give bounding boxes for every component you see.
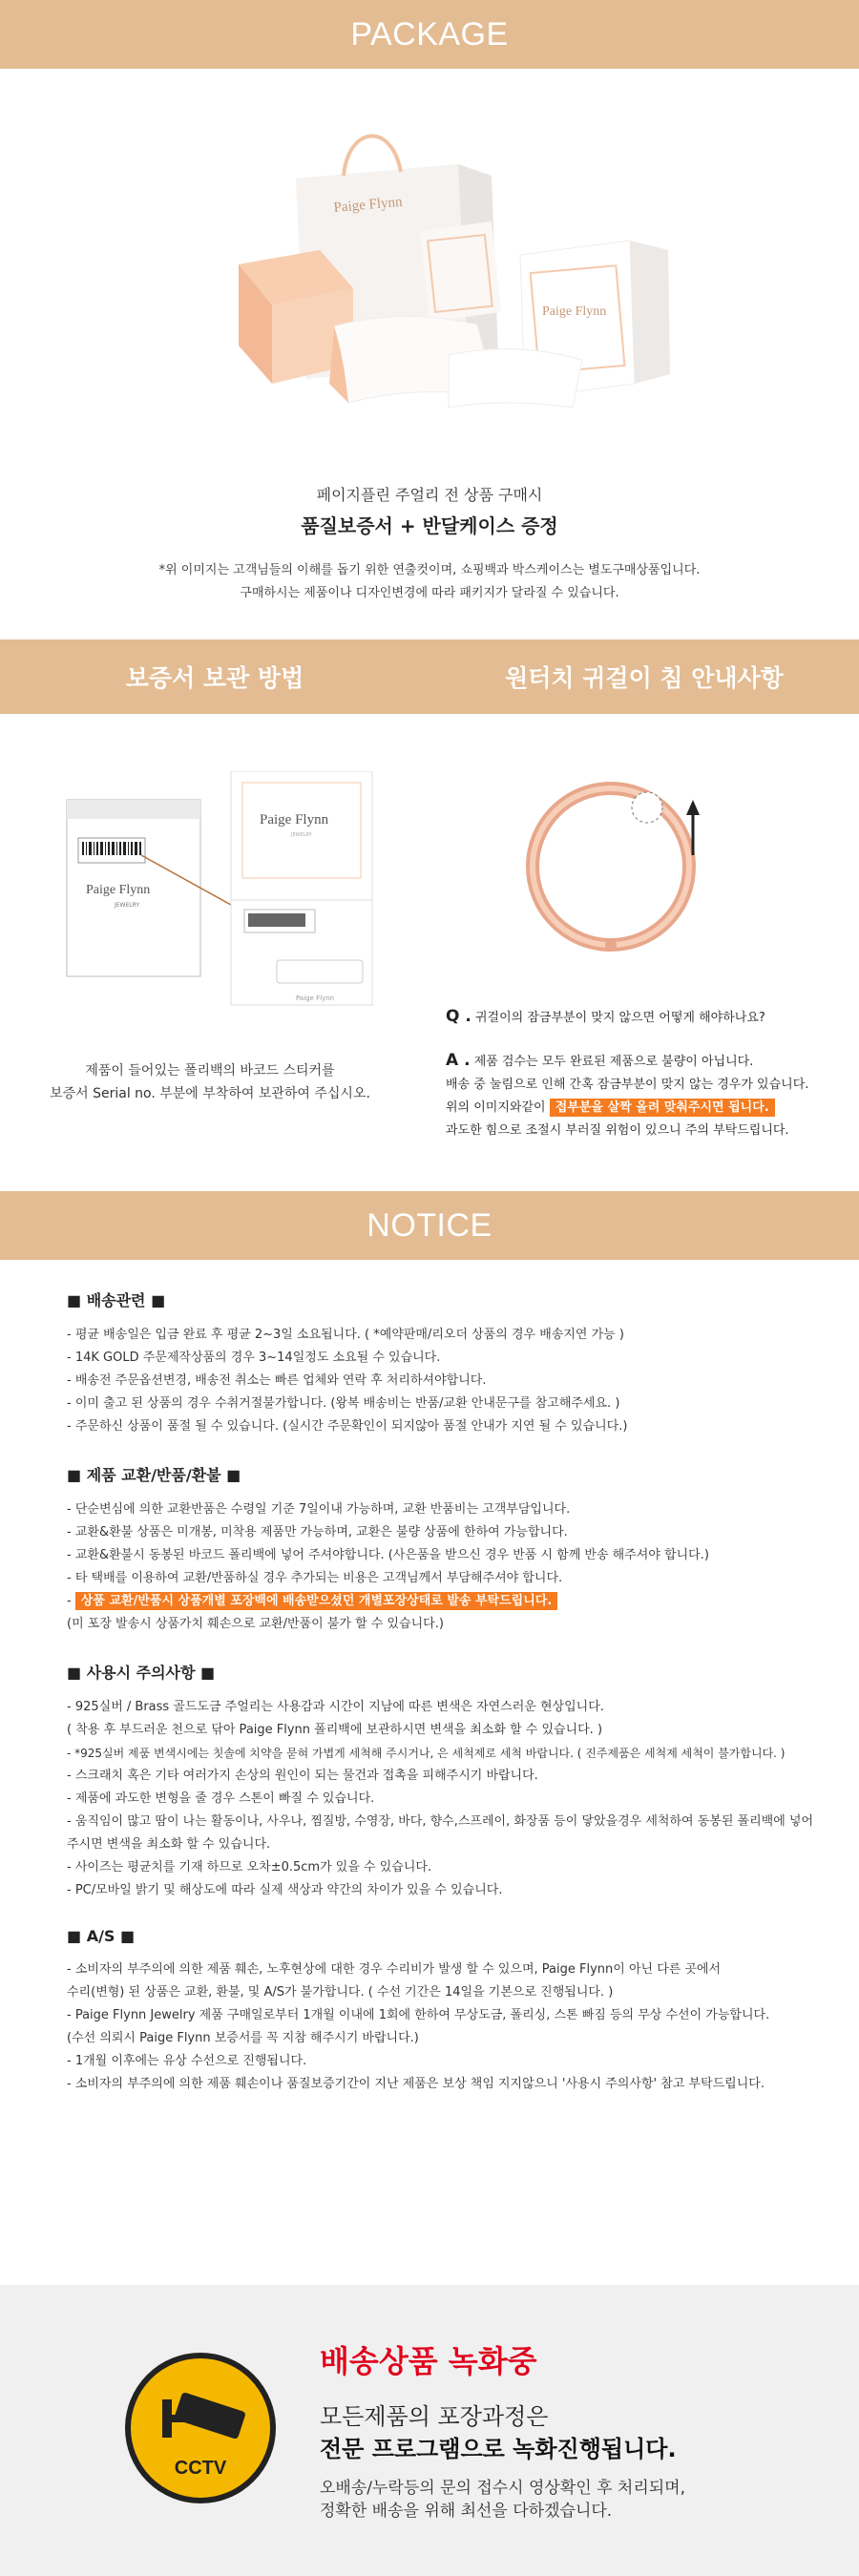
package-note-1: *위 이미지는 고객님들의 이해를 돕기 위한 연출컷이며, 쇼핑백과 박스케이스는 별도구매상품입니다. — [158, 563, 701, 577]
notice-line: - 교환&환불시 동봉된 바코드 폴리백에 넣어 주셔야합니다. (사은품을 받으신 경우 반품 시 함께 반송 해주셔야 합니다.) — [67, 1548, 709, 1562]
cctv-banner — [0, 2285, 859, 2576]
package-gift-caption: 품질보증서 + 반달케이스 증정 — [301, 514, 558, 537]
notice-line: (미 포장 발송시 상품가치 훼손으로 교환/반품이 불가 할 수 있습니다.) — [67, 1617, 444, 1631]
cctv-icon — [124, 2352, 277, 2504]
shipping-heading: ■ 배송관련 ■ — [67, 1291, 166, 1309]
notice-line: - 교환&환불 상품은 미개봉, 미착용 제품만 가능하며, 교환은 불량 상품에 한하여 가능합니다. — [67, 1525, 568, 1539]
package-header — [0, 0, 859, 69]
cctv-title: 배송상품 녹화중 — [320, 2343, 537, 2379]
notice-line: - 925실버 / Brass 골드도금 주얼리는 사용감과 시간이 지남에 따른 변색은 자연스러운 현상입니다. — [67, 1700, 604, 1714]
notice-line: - 14K GOLD 주문제작상품의 경우 3~14일정도 소요될 수 있습니다. — [67, 1351, 441, 1365]
exchange-heading: ■ 제품 교환/반품/환불 ■ — [67, 1466, 241, 1484]
box-brand: Paige Flynn — [542, 304, 607, 319]
cctv-badge: CCTV — [174, 2458, 227, 2479]
package-caption: 페이지플린 주얼리 전 상품 구매시 — [316, 486, 543, 504]
notice-line: (수선 의뢰시 Paige Flynn 보증서를 꼭 지참 해주시기 바랍니다.) — [67, 2031, 419, 2045]
card-brand: Paige Flynn — [260, 812, 329, 827]
notice-line: ( 착용 후 부드러운 천으로 닦아 Paige Flynn 폴리백에 보관하시면 변색을 최소화 할 수 있습니다. ) — [67, 1723, 603, 1737]
warranty-storage-title: 보증서 보관 방법 — [125, 664, 304, 692]
notice-line: - 제품에 과도한 변형을 줄 경우 스톤이 빠질 수 있습니다. — [67, 1791, 375, 1806]
bag-brand: Paige Flynn — [332, 194, 404, 216]
cctv-line-1: 모든제품의 포장과정은 — [320, 2403, 549, 2430]
cctv-line-4: 정확한 배송을 위해 최선을 다하겠습니다. — [320, 2502, 613, 2521]
warranty-desc-2: 보증서 Serial no. 부분에 부착하여 보관하여 주십시오. — [50, 1086, 370, 1101]
notice-line: - 스크래치 혹은 기타 여러가지 손상의 원인이 되는 물건과 접촉을 피해주시기 바랍니다. — [67, 1769, 538, 1783]
package-image — [0, 69, 859, 470]
notice-line: - 소비자의 부주의에 의한 제품 훼손, 노후현상에 대한 경우 수리비가 발생 할 수 있으며, Paige Flynn이 아닌 다른 곳에서 — [67, 1962, 722, 1977]
notice-header — [0, 1191, 859, 1260]
notice-line: - 이미 출고 된 상품의 경우 수취거절불가합니다. (왕복 배송비는 반품/교환 안내문구를 참고해주세요. ) — [67, 1396, 620, 1411]
earring-illustration — [515, 762, 744, 962]
earring-guide-title: 원터치 귀걸이 침 안내사항 — [505, 664, 784, 692]
notice-line: - 소비자의 부주의에 의한 제품 훼손이나 품질보증기간이 지난 제품은 보상 책임 지지않으니 '사용시 주의사항' 참고 부탁드립니다. — [67, 2077, 765, 2091]
notice-line: 주시면 변색을 최소화 할 수 있습니다. — [67, 1837, 271, 1852]
notice-line: - 사이즈는 평균치를 기재 하므로 오차±0.5cm가 있을 수 있습니다. — [67, 1860, 432, 1874]
notice-title: NOTICE — [367, 1207, 492, 1244]
notice-line: - 단순변심에 의한 교환반품은 수령일 기준 7일이내 가능하며, 교환 반품비는 고객부담입니다. — [67, 1502, 571, 1517]
warranty-illustration — [57, 771, 391, 1010]
faq-answer-2: 배송 중 눌림으로 인해 간혹 잠금부분이 맞지 않는 경우가 있습니다. — [446, 1078, 809, 1092]
notice-highlight: - 상품 교환/반품시 상품개별 포장백에 배송받으셨던 개별포장상태로 발송 부탁드립니다. — [67, 1590, 859, 1613]
polybag-brand: Paige Flynn — [86, 883, 151, 897]
package-title: PACKAGE — [350, 16, 509, 52]
guide-header — [0, 639, 859, 714]
notice-line: - 평균 배송일은 입금 완료 후 평균 2~3일 소요됩니다. ( *예약판매/리오더 상품의 경우 배송지연 가능 ) — [67, 1328, 624, 1342]
notice-body — [0, 1288, 859, 2096]
warranty-desc-1: 제품이 들어있는 폴리백의 바코드 스티커를 — [85, 1063, 335, 1079]
barcode-sticker — [78, 838, 145, 863]
notice-line: - Paige Flynn Jewelry 제품 구매일로부터 1개월 이내에 1회에 한하여 무상도금, 폴리싱, 스톤 빠짐 등의 무상 수선이 가능합니다. — [67, 2008, 770, 2022]
notice-line: - 움직임이 많고 땀이 나는 활동이나, 사우나, 찜질방, 수영장, 바다, 향수,스프레이, 화장품 등이 닿았을경우 세척하여 동봉된 폴리백에 넣어 — [67, 1814, 813, 1829]
notice-line: - 타 택배를 이용하여 교환/반품하실 경우 추가되는 비용은 고객님께서 부담해주셔야 합니다. — [67, 1571, 563, 1585]
notice-line: 수리(변형) 된 상품은 교환, 환불, 및 A/S가 불가합니다. ( 수선 기간은 14일을 기본으로 진행됩니다. ) — [67, 1985, 614, 2000]
faq-question: Q . 귀걸이의 잠금부분이 맞지 않으면 어떻게 해야하나요? — [446, 1007, 765, 1026]
notice-line: - 1개월 이후에는 유상 수선으로 진행됩니다. — [67, 2054, 307, 2068]
faq-answer: A . 제품 검수는 모두 완료된 제품으로 불량이 아닙니다. — [446, 1051, 754, 1070]
notice-line: - PC/모바일 밝기 및 해상도에 따라 실제 색상과 약간의 차이가 있을 수 있습니다. — [67, 1883, 503, 1897]
polybag-sub: JEWELRY — [115, 902, 140, 909]
cctv-line-2: 전문 프로그램으로 녹화진행됩니다. — [320, 2436, 677, 2462]
notice-line: - 배송전 주문옵션변경, 배송전 취소는 빠른 업체와 연락 후 처리하셔야합니다. — [67, 1373, 487, 1388]
guide-section — [0, 714, 859, 1191]
usage-heading: ■ 사용시 주의사항 ■ — [67, 1664, 216, 1682]
package-note-2: 구매하시는 제품이나 디자인변경에 따라 패키지가 달라질 수 있습니다. — [240, 586, 619, 600]
faq-answer-4: 과도한 힘으로 조절시 부러질 위험이 있으니 주의 부탁드립니다. — [446, 1123, 789, 1138]
as-heading: ■ A/S ■ — [67, 1927, 136, 1945]
notice-line: - 주문하신 상품이 품절 될 수 있습니다. (실시간 주문확인이 되지않아 품절 안내가 지연 될 수 있습니다.) — [67, 1419, 628, 1434]
cctv-line-3: 오배송/누락등의 문의 접수시 영상확인 후 처리되며, — [320, 2479, 686, 2498]
card-foot-brand: Paige Flynn — [296, 995, 335, 1002]
faq-answer-3: 위의 이미지와같이 접부분을 살짝 올려 맞춰주시면 됩니다. — [446, 1097, 847, 1120]
card-sub: JEWELRY — [291, 832, 312, 838]
notice-line: - *925실버 제품 변색시에는 칫솔에 치약을 묻혀 가볍게 세척해 주시거나, 은 세척제로 세척 바랍니다. ( 진주제품은 세척제 세척이 불가합니다. ) — [67, 1747, 786, 1760]
